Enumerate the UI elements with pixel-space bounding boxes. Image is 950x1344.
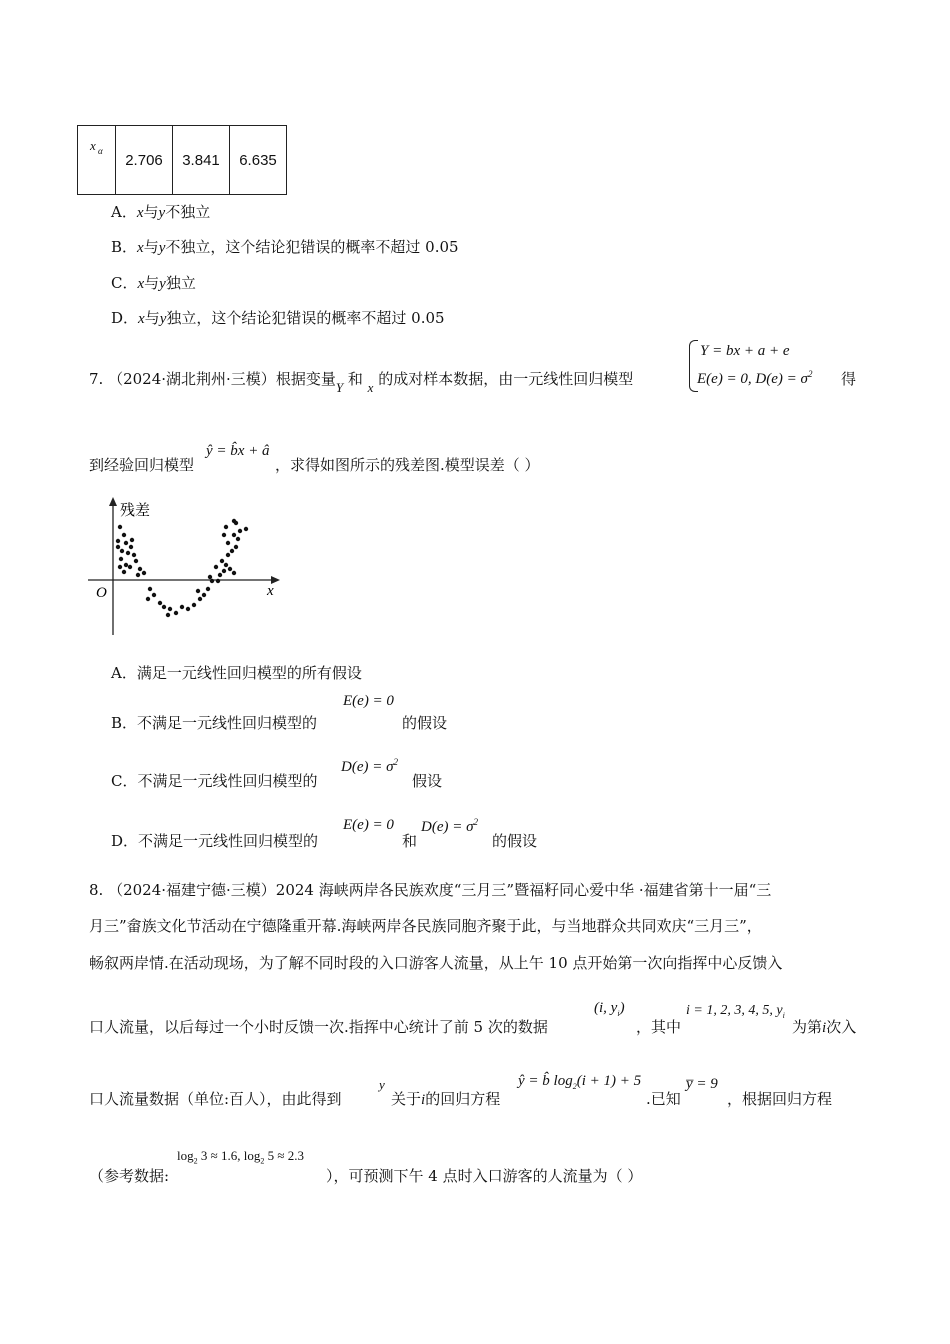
q6-option-b[interactable]: B．x与y不独立，这个结论犯错误的概率不超过 0.05 [111, 238, 459, 256]
var-x: x [367, 380, 374, 395]
q7-stem-line2: 到经验回归模型 [89, 456, 195, 474]
q8-line6: （参考数据: [89, 1167, 170, 1185]
residual-point [208, 575, 212, 579]
residual-point [166, 613, 170, 617]
residual-point [238, 529, 242, 533]
q6-option-a[interactable]: A．x与y不独立 [111, 203, 211, 221]
residual-point [124, 541, 128, 545]
formula-d-e-2: $D(e) = \sigma^2$ [421, 817, 478, 835]
x-axis-label: x [267, 583, 274, 599]
residual-point [138, 567, 142, 571]
residual-point [224, 525, 228, 529]
q8-line3: 畅叙两岸情.在活动现场，为了解不同时段的入口游客人流量，从上午 10 点开始第一次向指挥中心反馈入 [89, 954, 783, 972]
q6-option-d[interactable]: D．x与y独立，这个结论犯错误的概率不超过 0.05 [111, 309, 445, 327]
residual-point [202, 593, 206, 597]
residual-point [119, 557, 123, 561]
residual-point [126, 551, 130, 555]
residual-point [198, 597, 202, 601]
residual-point [168, 607, 172, 611]
residual-point [128, 565, 132, 569]
var-y-2: y [379, 1077, 385, 1092]
table-header-cell [78, 126, 116, 195]
residual-point [162, 605, 166, 609]
model-line2: E(e) = 0, $D(e) = \sigma^2$ [697, 369, 813, 387]
q7-option-c[interactable]: C．不满足一元线性回归模型的 [111, 772, 318, 790]
residual-point [116, 545, 120, 549]
residual-point [220, 559, 224, 563]
residual-point [218, 573, 222, 577]
residual-point [122, 533, 126, 537]
q7-option-d-and: 和 [402, 832, 418, 850]
residual-point [148, 587, 152, 591]
q8-line2: 月三”畲族文化节活动在宁德隆重开幕.海峡两岸各民族同胞齐聚于此，与当地群众共同欢庆“三月三”， [89, 917, 762, 935]
q7-option-b-tail: 的假设 [402, 714, 448, 732]
residual-point [232, 571, 236, 575]
residual-point [118, 525, 122, 529]
formula-e-e: E(e) = 0 [343, 693, 394, 709]
q8-line5-tail: ，根据回归方程 [727, 1090, 833, 1108]
table-header-var: x [90, 138, 96, 153]
residual-point [228, 567, 232, 571]
residual-point [186, 607, 190, 611]
residual-point [129, 545, 133, 549]
formula-e-e-2: E(e) = 0 [343, 817, 394, 833]
residual-point [210, 579, 214, 583]
residual-point [146, 597, 150, 601]
regression-equation: ŷ = b̂ $\log_2(i + 1) + 5$ [518, 1073, 642, 1091]
reference-data: $\log_2 3 \approx 1.6$, $\log_2 5 \approx 2.3$ [177, 1148, 305, 1166]
residual-point [152, 593, 156, 597]
var-y: Y [335, 380, 344, 395]
residual-point [234, 545, 238, 549]
table-cell: 2.706 [116, 126, 173, 195]
residual-point [216, 579, 220, 583]
residual-point [222, 569, 226, 573]
residual-point [124, 563, 128, 567]
ybar-formula: y̅ = 9 [686, 1076, 718, 1092]
residual-point [224, 563, 228, 567]
q7-option-a[interactable]: A．满足一元线性回归模型的所有假设 [111, 664, 362, 682]
residual-point [196, 589, 200, 593]
residual-point [192, 603, 196, 607]
residual-point [142, 571, 146, 575]
y-axis-label: 残差 [120, 501, 151, 519]
residual-point [206, 587, 210, 591]
q7-option-b[interactable]: B．不满足一元线性回归模型的 [111, 714, 318, 732]
residual-point [158, 601, 162, 605]
residual-point [226, 541, 230, 545]
residual-point [232, 519, 236, 523]
residual-point [236, 537, 240, 541]
pair-formula: (i, $y_i$) [594, 1000, 625, 1018]
q8-line4-qizhong: ，其中 [636, 1018, 682, 1036]
q8-line4: 口人流量，以后每过一个小时反馈一次.指挥中心统计了前 5 次的数据 [89, 1018, 548, 1036]
residual-points [116, 519, 248, 617]
residual-point [130, 538, 134, 542]
residual-point [244, 527, 248, 531]
q7-option-d[interactable]: D．不满足一元线性回归模型的 [111, 832, 319, 850]
y-axis-arrow [109, 497, 117, 506]
residual-point [116, 539, 120, 543]
empirical-model: ŷ = b̂x + â [206, 443, 270, 459]
residual-point [174, 611, 178, 615]
residual-point [214, 565, 218, 569]
table-cell: 6.635 [230, 126, 287, 195]
residual-plot [88, 495, 288, 640]
residual-point [230, 549, 234, 553]
residual-point [226, 553, 230, 557]
origin-label: O [96, 585, 107, 601]
model-line1: Y = bx + a + e [700, 343, 790, 359]
table-header-sub: α [98, 146, 103, 156]
residual-point [232, 533, 236, 537]
q7-option-d-tail: 的假设 [492, 832, 538, 850]
q8-line5: 口人流量数据（单位:百人），由此得到 [89, 1090, 342, 1108]
q8-line6-tail: ），可预测下午 4 点时入口游客的人流量为（ ） [326, 1167, 643, 1185]
q8-line1: 8. （2024·福建宁德·三模）2024 海峡两岸各民族欢度“三月三”暨福籽同心爱中华 ·福建省第十一届“三 [89, 881, 772, 899]
q8-line5-mid: 关于i的回归方程 [391, 1090, 501, 1108]
residual-point [122, 570, 126, 574]
q7-stem-line1: 7. （2024·湖北荆州·三模）根据变量Y 和 x 的成对样本数据，由一元线性回归模型 [89, 370, 634, 395]
q7-stem-line2-tail: ，求得如图所示的残差图.模型误差（ ） [275, 456, 540, 474]
table-cell: 3.841 [173, 126, 230, 195]
residual-point [180, 605, 184, 609]
q7-stem-de: 得 [841, 370, 857, 388]
residual-point [118, 565, 122, 569]
q8-line5-known: .已知 [646, 1090, 681, 1108]
residual-point [120, 549, 124, 553]
q6-option-c[interactable]: C．x与y独立 [111, 274, 196, 292]
q7-option-c-tail: 假设 [412, 772, 443, 790]
q8-line4-tail: 为第i次入 [792, 1018, 857, 1036]
i-values: i = 1, 2, 3, 4, 5, $y_i$ [686, 1003, 785, 1020]
residual-point [132, 553, 136, 557]
residual-point [136, 573, 140, 577]
formula-d-e: $D(e) = \sigma^2$ [341, 757, 398, 775]
critical-value-table [77, 125, 287, 195]
residual-point [222, 533, 226, 537]
residual-point [134, 559, 138, 563]
